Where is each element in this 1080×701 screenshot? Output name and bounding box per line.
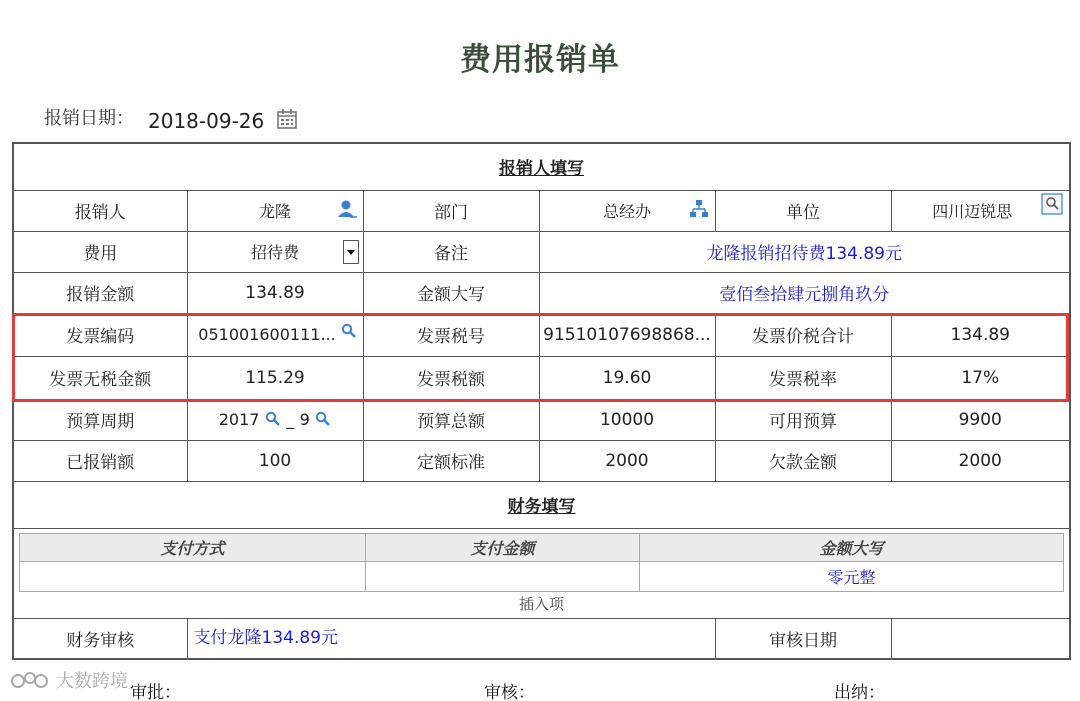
arrears-amount-value: 2000 xyxy=(891,440,1070,481)
expense-type-select[interactable] xyxy=(187,231,363,272)
table-row xyxy=(13,190,1070,231)
org-chart-icon[interactable] xyxy=(689,199,709,219)
invoice-tax-amount-value[interactable]: 19.60 xyxy=(539,356,715,399)
label-amount-uppercase: 金额大写 xyxy=(363,272,539,313)
label-claimant: 报销人 xyxy=(13,190,187,231)
table-row xyxy=(20,561,1064,591)
audit-date-value[interactable] xyxy=(891,618,1070,659)
expense-form-table xyxy=(12,142,1071,660)
label-reimbursed-amount: 已报销额 xyxy=(13,440,187,481)
section-finance-title: 财务填写 xyxy=(13,481,1070,528)
label-budget-total: 预算总额 xyxy=(363,399,539,440)
insert-item-button[interactable]: 插入项 xyxy=(518,594,564,613)
claimant-value: 龙隆 xyxy=(258,202,291,221)
label-invoice-tax-id: 发票税号 xyxy=(363,313,539,356)
label-budget-period: 预算周期 xyxy=(13,399,187,440)
quota-standard-value: 2000 xyxy=(539,440,715,481)
budget-period-field xyxy=(187,399,363,440)
invoice-code-value: 051001600111... xyxy=(198,324,336,344)
search-icon[interactable] xyxy=(315,411,331,427)
date-label: 报销日期： xyxy=(44,108,134,129)
table-row xyxy=(13,356,1070,399)
calendar-icon[interactable] xyxy=(276,108,298,130)
company-value: 四川迈锐思 xyxy=(932,202,1013,221)
search-icon[interactable] xyxy=(341,323,357,339)
invoice-tax-id-value[interactable]: 91510107698868... xyxy=(539,313,715,356)
label-invoice-net-amount: 发票无税金额 xyxy=(13,356,187,399)
label-company: 单位 xyxy=(715,190,891,231)
label-claim-amount: 报销金额 xyxy=(13,272,187,313)
payment-table-header xyxy=(20,533,1064,561)
label-invoice-tax-rate: 发票税率 xyxy=(715,356,891,399)
label-remark: 备注 xyxy=(363,231,539,272)
payment-amount-header: 支付金额 xyxy=(366,533,640,561)
user-icon[interactable] xyxy=(337,199,357,219)
label-invoice-tax-amount: 发票税额 xyxy=(363,356,539,399)
payment-amount-cell[interactable] xyxy=(366,561,640,591)
payment-uppercase-header: 金额大写 xyxy=(640,533,1064,561)
finance-audit-value[interactable]: 支付龙隆134.89元 xyxy=(187,618,715,659)
label-department: 部门 xyxy=(363,190,539,231)
claim-amount-value[interactable]: 134.89 xyxy=(187,272,363,313)
payment-method-header: 支付方式 xyxy=(20,533,366,561)
lookup-icon[interactable] xyxy=(1041,193,1063,215)
approve-label: 审批： xyxy=(130,683,181,701)
label-quota-standard: 定额标准 xyxy=(363,440,539,481)
budget-month-value[interactable]: 9 xyxy=(299,409,310,429)
watermark-text: 大数跨境 xyxy=(56,671,128,692)
section-claimant-title: 报销人填写 xyxy=(13,143,1070,190)
table-row xyxy=(13,272,1070,313)
department-value: 总经办 xyxy=(602,202,651,221)
watermark xyxy=(10,667,128,693)
label-invoice-code: 发票编码 xyxy=(13,313,187,356)
claimant-field[interactable] xyxy=(187,190,363,231)
table-row xyxy=(13,618,1070,659)
invoice-code-field[interactable] xyxy=(187,313,363,356)
invoice-tax-rate-value[interactable]: 17% xyxy=(891,356,1070,399)
invoice-net-amount-value[interactable]: 115.29 xyxy=(187,356,363,399)
table-row xyxy=(13,440,1070,481)
reimbursed-amount-value: 100 xyxy=(187,440,363,481)
payment-uppercase-cell: 零元整 xyxy=(640,561,1064,591)
label-finance-audit: 财务审核 xyxy=(13,618,187,659)
label-invoice-total: 发票价税合计 xyxy=(715,313,891,356)
budget-year-value[interactable]: 2017 xyxy=(218,409,260,429)
amount-uppercase-value: 壹佰叁拾肆元捌角玖分 xyxy=(539,272,1070,313)
label-audit-date: 审核日期 xyxy=(715,618,891,659)
chevron-down-icon[interactable] xyxy=(343,240,359,264)
available-budget-value: 9900 xyxy=(891,399,1070,440)
date-row xyxy=(44,101,298,133)
payment-method-cell[interactable] xyxy=(20,561,366,591)
cashier-label: 出纳： xyxy=(834,683,885,701)
page-title: 费用报销单 xyxy=(460,42,620,78)
date-value[interactable]: 2018-09-26 xyxy=(148,109,265,133)
table-row xyxy=(13,313,1070,356)
invoice-total-value[interactable]: 134.89 xyxy=(891,313,1070,356)
budget-total-value: 10000 xyxy=(539,399,715,440)
label-expense-type: 费用 xyxy=(13,231,187,272)
expense-type-value: 招待费 xyxy=(250,243,299,262)
watermark-logo-icon xyxy=(10,670,50,690)
table-row xyxy=(13,399,1070,440)
budget-period-separator: _ xyxy=(286,409,295,429)
label-available-budget: 可用预算 xyxy=(715,399,891,440)
remark-value[interactable]: 龙隆报销招待费134.89元 xyxy=(539,231,1070,272)
review-label: 审核： xyxy=(484,683,535,701)
company-field[interactable] xyxy=(891,190,1070,231)
search-icon[interactable] xyxy=(265,411,281,427)
table-row xyxy=(13,231,1070,272)
department-field[interactable] xyxy=(539,190,715,231)
finance-inner-container xyxy=(13,528,1070,618)
payment-table xyxy=(19,533,1064,592)
label-arrears-amount: 欠款金额 xyxy=(715,440,891,481)
